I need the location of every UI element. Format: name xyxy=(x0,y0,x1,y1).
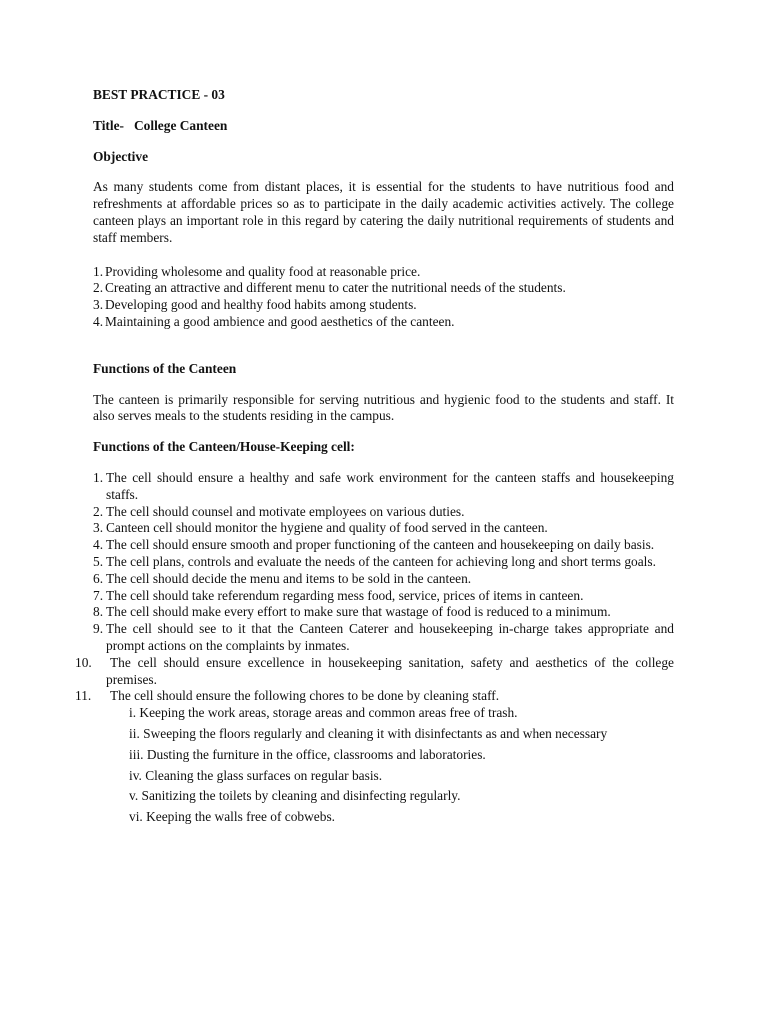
functions-paragraph: The canteen is primarily responsible for serving nutritious and hygienic food to the students and staff. It also serves meals to the students residing in the campus. xyxy=(93,391,674,424)
list-item: 3. Developing good and healthy food habits among students. xyxy=(93,297,417,313)
list-item: 11. The cell should ensure the following chores to be done by cleaning staff. xyxy=(75,688,500,704)
list-item: 1. The cell should ensure a healthy and safe work environment for the canteen staffs and housekeeping staffs. xyxy=(93,469,674,502)
functions-heading: Functions of the Canteen xyxy=(93,360,237,376)
list-item: 9. The cell should see to it that the Canteen Caterer and housekeeping in-charge takes appropriate and prompt actions on the complaints by inmates. xyxy=(93,621,674,653)
list-item: 2. Creating an attractive and different menu to cater the nutritional needs of the students. xyxy=(93,280,566,296)
list-item: 4. Maintaining a good ambience and good aesthetics of the canteen. xyxy=(93,313,455,329)
list-item: 1. Providing wholesome and quality food at reasonable price. xyxy=(93,263,421,279)
cell-functions-list xyxy=(75,469,674,705)
cell-heading: Functions of the Canteen/House-Keeping cell: xyxy=(93,439,355,455)
list-item: 5. The cell plans, controls and evaluate the needs of the canteen for achieving long and short terms goals. xyxy=(93,553,656,569)
list-item: 2. The cell should counsel and motivate employees on various duties. xyxy=(93,503,465,519)
objective-heading: Objective xyxy=(93,148,149,164)
list-item: vi. Keeping the walls free of cobwebs. xyxy=(129,809,335,825)
list-item: 8. The cell should make every effort to make sure that wastage of food is reduced to a minimum. xyxy=(93,604,611,620)
list-item: i. Keeping the work areas, storage areas and common areas free of trash. xyxy=(129,705,518,721)
title-label: Title- xyxy=(93,117,124,133)
document-heading: BEST PRACTICE - 03 xyxy=(93,87,225,102)
list-item: 10. The cell should ensure excellence in housekeeping sanitation, safety and aesthetics of the college premises. xyxy=(75,654,674,687)
objectives-list xyxy=(93,264,674,331)
list-item: iv. Cleaning the glass surfaces on regular basis. xyxy=(129,767,383,783)
list-item: iii. Dusting the furniture in the office, classrooms and laboratories. xyxy=(129,746,486,762)
document-page xyxy=(75,87,674,830)
list-item: 7. The cell should take referendum regarding mess food, service, prices of items in canteen. xyxy=(93,587,584,603)
list-item: ii. Sweeping the floors regularly and cleaning it with disinfectants as and when necessary xyxy=(129,725,608,741)
list-item: 3. Canteen cell should monitor the hygiene and quality of food served in the canteen. xyxy=(93,520,548,536)
chores-list xyxy=(93,705,674,826)
list-item: v. Sanitizing the toilets by cleaning and disinfecting regularly. xyxy=(129,788,461,804)
document-title xyxy=(93,118,674,135)
title-value: College Canteen xyxy=(134,117,228,133)
list-item: 6. The cell should decide the menu and items to be sold in the canteen. xyxy=(93,570,472,586)
list-item: 4. The cell should ensure smooth and proper functioning of the canteen and housekeeping on daily basis. xyxy=(93,537,655,553)
objective-paragraph: As many students come from distant places, it is essential for the students to have nutritious food and refreshments at affordable prices so as to participate in the daily academic activities actively. The college canteen plays an important role in this regard by catering the daily nutritional requirements of students and staff members. xyxy=(93,179,674,245)
